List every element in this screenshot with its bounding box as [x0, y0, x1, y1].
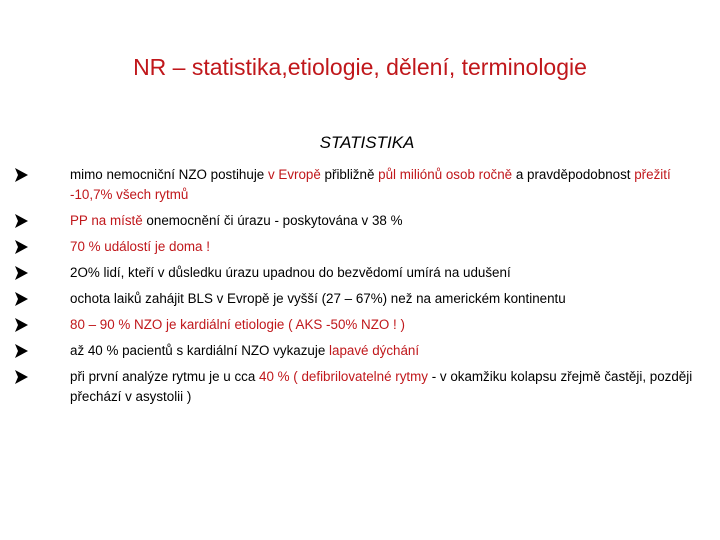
bullet-highlight: 70 % událostí je doma !: [70, 239, 210, 254]
bullet-text: ochota laiků zahájit BLS v Evropě je vyšší (27 – 67%) než na americkém kontinentu: [70, 291, 566, 306]
arrowhead-bullet-icon: [14, 240, 29, 254]
bullet-text: při první analýze rytmu je u cca: [70, 369, 260, 384]
arrowhead-bullet-icon: [14, 344, 29, 358]
bullet-item: [14, 341, 712, 361]
bullet-highlight: lapavé dýchání: [329, 343, 420, 358]
slide-title: NR – statistika,etiologie, dělení, terminologie: [133, 54, 587, 80]
bullet-item: [14, 367, 712, 407]
bullet-highlight: PP na místě: [70, 213, 143, 228]
bullet-item: [14, 237, 712, 257]
bullet-text: onemocnění či úrazu - poskytována v 38 %: [142, 213, 403, 228]
bullet-item: [14, 263, 712, 283]
bullet-highlight: 40 % ( defibrilovatelné rytmy: [259, 369, 428, 384]
bullet-highlight: v Evropě: [267, 167, 321, 182]
arrowhead-bullet-icon: [14, 318, 29, 332]
bullet-text: a pravděpodobnost: [512, 167, 635, 182]
section-heading: STATISTIKA: [319, 133, 415, 152]
bullet-text: přibližně: [320, 167, 379, 182]
bullet-highlight: přežití -10,7% všech rytmů: [70, 167, 671, 202]
bullet-item: [14, 289, 712, 309]
bullet-item: [14, 211, 712, 231]
arrowhead-bullet-icon: [14, 168, 29, 182]
bullet-item: [14, 315, 712, 335]
bullet-text: až 40 % pacientů s kardiální NZO vykazuje: [70, 343, 330, 358]
bullet-text: mimo nemocniční NZO postihuje: [70, 167, 268, 182]
arrowhead-bullet-icon: [14, 370, 29, 384]
arrowhead-bullet-icon: [14, 292, 29, 306]
arrowhead-bullet-icon: [14, 266, 29, 280]
bullet-highlight: půl miliónů osob ročně: [378, 167, 513, 182]
bullet-item: [14, 165, 712, 205]
arrowhead-bullet-icon: [14, 214, 29, 228]
bullet-text: 2O% lidí, kteří v důsledku úrazu upadnou do bezvědomí umírá na udušení: [70, 265, 511, 280]
bullet-list: [14, 165, 712, 413]
bullet-highlight: 80 – 90 % NZO je kardiální etiologie ( AKS -50% NZO ! ): [70, 317, 405, 332]
bullet-text: - v okamžiku kolapsu zřejmě častěji, později přechází v asystolii ): [70, 369, 693, 404]
